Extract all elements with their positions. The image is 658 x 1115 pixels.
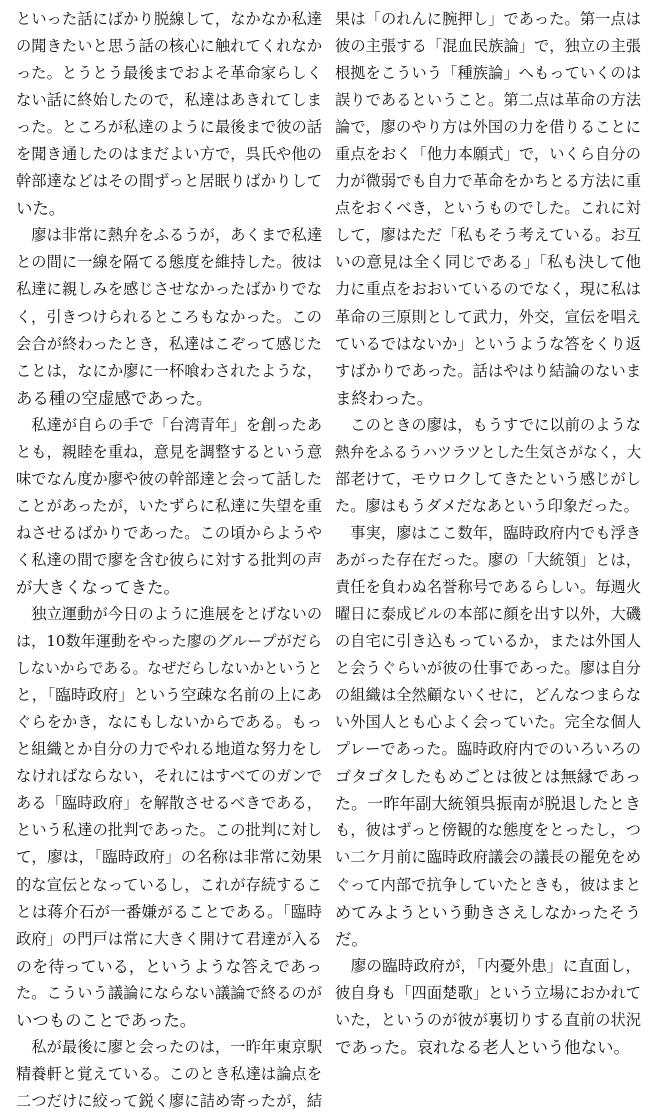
text-line: して，廖はただ「私もそう考えている。お互 [335,226,641,245]
text-line: 私達に親しみを感じさせなかったばかりでな [16,280,322,299]
text-line: の聞きたいと思う話の核心に触れてくれなか [16,37,322,56]
text-line: 会合が終わったとき，私達はこぞって感じた [16,334,322,353]
text-line: ない話に終始したので，私達はあきれてしま [16,91,322,110]
text-line: を聞き通したのはまだよい方で，呉氏や他の [16,145,322,164]
left-text-column [16,6,322,1115]
text-line: った。ところが私達のように最後まで彼の話 [16,118,322,137]
text-line: であった。哀れなる老人という他ない。 [335,1037,630,1057]
text-line: 重点をおく「他力本願式」で，いくら自分の [335,145,641,164]
right-text-column [335,6,641,1061]
text-line: と組織とか自分の力でやれる地道な努力をし [16,740,322,759]
text-line: の組織は全然顧ないくせに，どんなつまらな [335,686,641,705]
text-line: 彼の主張する「混血民族論」で，独立の主張 [335,37,641,56]
text-line: ねさせるばかりであった。この頃からようや [16,523,322,542]
text-line: 力に重点をおおいているのでなく，現に私は [335,280,641,299]
text-line: も，彼はずっと傍観的な態度をとったし，つ [335,821,641,840]
text-line: 曜日に泰成ビルの本部に顔を出す以外，大磯 [335,605,641,624]
text-line: めてみようという動きさえしなかったそう [335,902,641,922]
text-line: すばかりであった。話はやはり結論のないま [335,361,641,380]
text-line: のを待っている，というような答えであっ [16,956,322,976]
text-line: く私達の間で廖を含む彼らに対する批判の声 [16,550,322,569]
text-line: 幹部達などはその間ずっと居眠りばかりして [16,172,322,191]
text-line: 誤りであるということ。第二点は革命の方法 [335,91,641,110]
text-line: しないからである。なぜだらしないかというと [16,660,322,678]
text-line: いの意見は全く同じである」「私も決して他 [335,253,641,272]
text-line: た。一昨年副大統領呉振南が脱退したとき [335,794,641,814]
text-line: このときの廖は，もうすでに以前のような [335,415,641,434]
text-line: た。廖はもうダメだなあという印象だった。 [335,496,639,515]
text-line: 彼自身も「四面楚歌」という立場におかれて [335,983,641,1002]
text-line: い二ケ月前に臨時政府議会の議長の罷免をめ [335,848,641,867]
text-line: の自宅に引き込もっているか，または外国人 [335,632,641,651]
text-line: との間に一線を隔てる態度を維持した。彼は [16,253,322,272]
text-line: なければならない，それにはすべてのガンで [16,767,322,786]
text-line: て，廖は，「臨時政府」の名称は非常に効果 [16,848,322,867]
text-line: いた。 [16,199,66,219]
text-line: 味でなん度か廖や彼の幹部達と会って話した [16,469,322,488]
text-line: 私が最後に廖と会ったのは，一昨年東京駅 [16,1037,322,1056]
text-line: 独立運動が今日のように進展をとげないの [16,605,322,624]
text-line: 私達が自らの手で「台湾青年」を創ったあ [16,415,322,434]
text-line: 政府」の門戸は常に大きく開けて君達が入る [16,929,322,948]
text-line: と，「臨時政府」という空疎な名前の上にあ [16,686,322,705]
text-line: とも，親睦を重ね，意見を調整するという意 [16,442,322,461]
text-line: い外国人とも心よく会っていた。完全な個人 [335,713,641,732]
text-line: 論で，廖のやり方は外国の力を借りることに [335,118,641,137]
text-line: プレーであった。臨時政府内でのいろいろの [335,740,641,759]
text-line: 的な宣伝となっているし，これが存続するこ [16,875,322,894]
text-line: ているではないか」というような答をくり返 [335,334,641,353]
text-line: いつものことであった。 [16,1010,197,1030]
text-line: 廖の臨時政府が，「内憂外患」に直面し， [335,956,641,975]
text-line: ことがあったが，いたずらに私達に失望を重 [16,496,322,515]
text-line: 革命の三原則として武力，外交，宣伝を唱え [335,307,641,326]
text-line: 事実，廖はここ数年，臨時政府内でも浮き [335,523,641,542]
text-line: ゴタゴタしたもめごとは彼とは無縁であっ [335,767,641,787]
text-line: ま終わった。 [335,388,434,408]
text-line: 精養軒と覚えている。このとき私達は論点を [16,1064,322,1083]
text-line: とは蒋介石が一番嫌がることである。「臨時 [16,902,322,921]
text-line: 根拠をこういう「種族論」へもっていくのは [335,64,641,83]
text-line: といった話にばかり脱線して，なかなか私達 [16,10,322,28]
text-line: だ。 [335,929,368,949]
text-line: いた，というのが彼が裏切りする直前の状況 [335,1010,641,1029]
text-line: く，引きつけられるところもなかった。この [16,307,322,326]
text-line: 点をおくべき，というものでした。これに対 [335,199,641,218]
text-line: ある「臨時政府」を解散させるべきである， [16,794,322,813]
text-line: ぐらをかき，なにもしないからである。もっ [16,713,322,732]
text-line: が大きくなってきた。 [16,577,180,597]
text-line: 力が微弱でも自力で革命をかちとる方法に重 [335,172,641,191]
text-line: た。こういう議論にならない議論で終るのが [16,983,322,1002]
text-line: 熱弁をふるうハツラツとした生気さがなく，大 [335,443,641,461]
text-line: という私達の批判であった。この批判に対し [16,821,322,840]
text-line: ぐって内部で抗争していたときも，彼はまと [335,875,641,894]
text-line: ある種の空虚感であった。 [16,388,213,408]
text-line: 二つだけに絞って鋭く廖に詰め寄ったが，結 [16,1091,322,1110]
text-line: ことは，なにか廖に一杯喰わされたような， [16,361,322,380]
text-line: と会うぐらいが彼の仕事であった。廖は自分 [335,659,641,678]
text-line: 果は「のれんに腕押し」であった。第一点は [335,10,641,28]
text-line: った。とうとう最後までおよそ革命家らしく [16,64,322,83]
text-line: あがった存在だった。廖の「大統領」とは， [335,550,641,569]
text-line: 廖は非常に熱弁をふるうが，あくまで私達 [16,226,322,245]
text-line: 部老けて，モウロクしてきたという感じがし [335,469,641,488]
text-line: は，10数年運動をやった廖のグループがだら [16,632,322,651]
text-line: 責任を負わぬ名誉称号であるらしい。毎週火 [335,577,641,596]
